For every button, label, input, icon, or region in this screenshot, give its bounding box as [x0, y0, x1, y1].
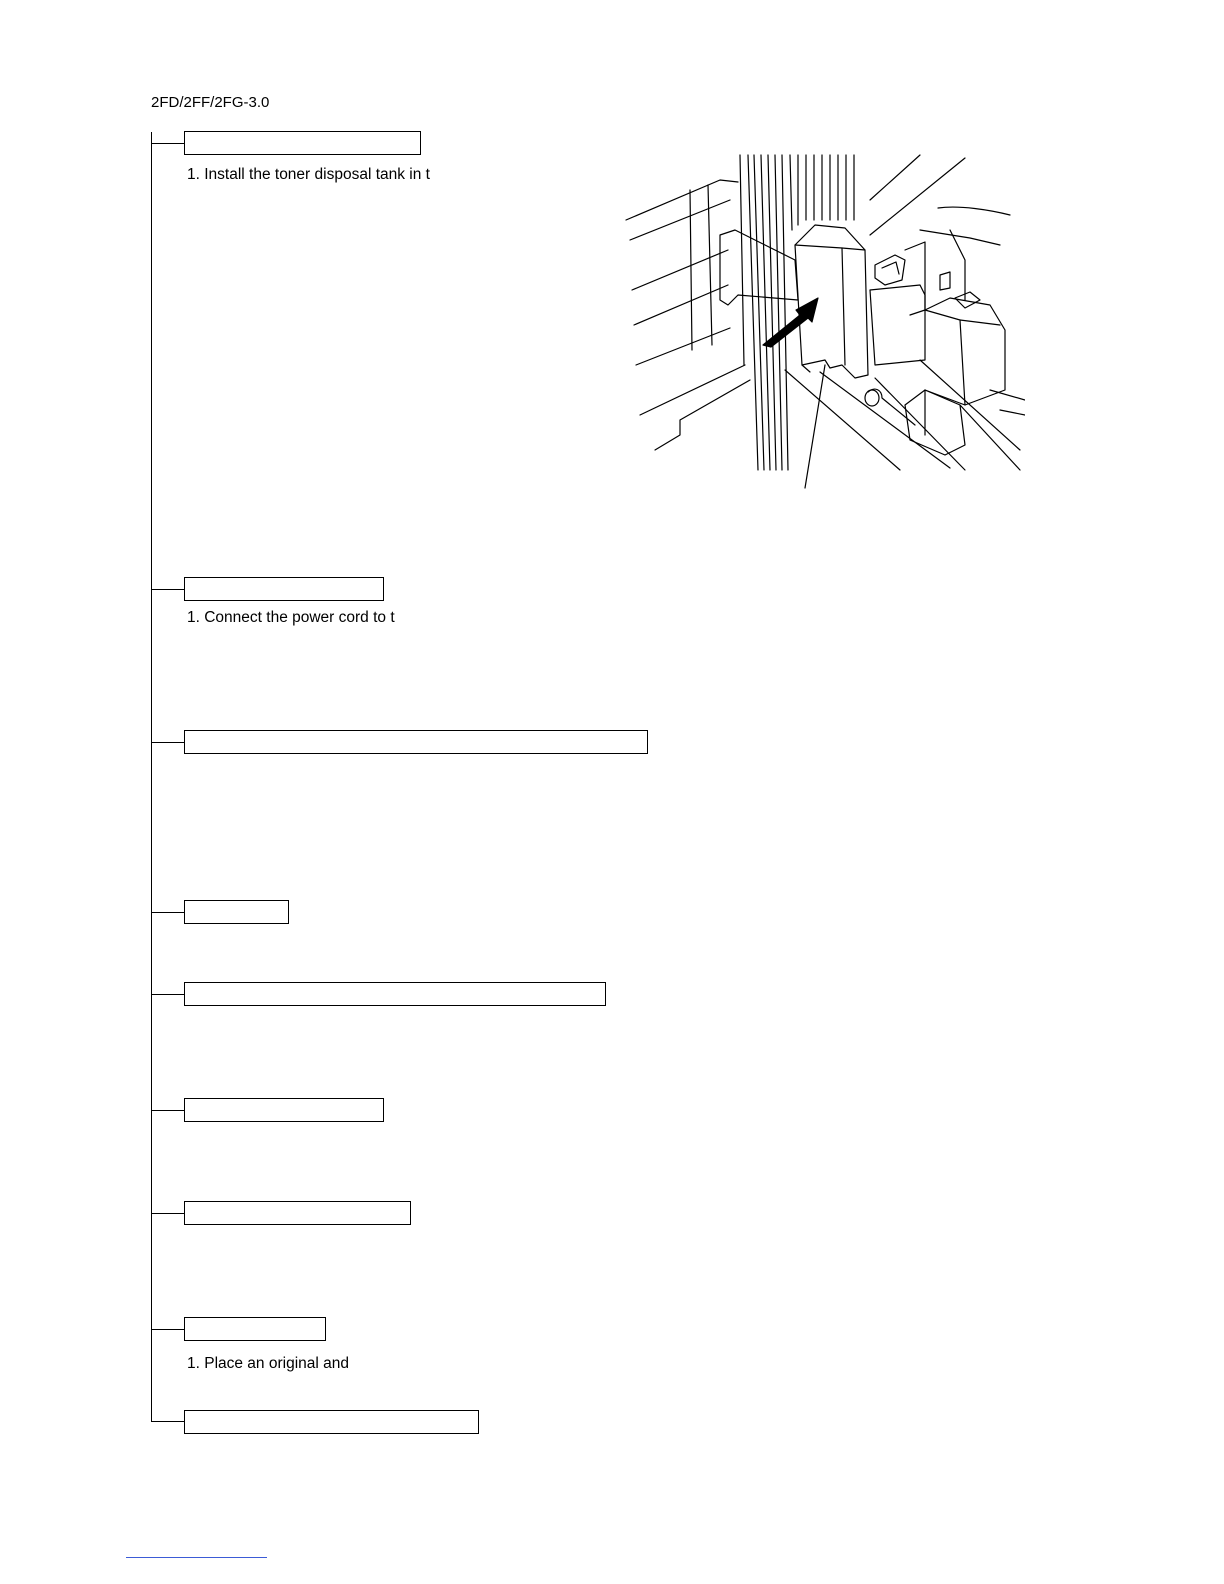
step-connector — [151, 1110, 184, 1111]
step-connector — [151, 994, 184, 995]
step-1-instruction: 1. Install the toner disposal tank in t — [187, 166, 430, 183]
step-heading-box — [184, 131, 421, 155]
step-heading-box — [184, 1410, 479, 1434]
step-connector — [151, 1329, 184, 1330]
step-connector — [151, 1213, 184, 1214]
step-2-instruction: 1. Connect the power cord to t — [187, 609, 395, 626]
step-heading-box — [184, 982, 606, 1006]
step-connector — [151, 742, 184, 743]
step-connector — [151, 1421, 184, 1422]
step-connector — [151, 589, 184, 590]
step-heading-box — [184, 900, 289, 924]
step-connector — [151, 912, 184, 913]
step-connector — [151, 143, 184, 144]
step-8-instruction: 1. Place an original and — [187, 1355, 350, 1372]
footer-link-underline[interactable] — [126, 1557, 267, 1558]
step-heading-box — [184, 1317, 326, 1341]
toner-disposal-tank-illustration — [620, 150, 1025, 495]
step-heading-box — [184, 577, 384, 601]
procedure-flow-line — [151, 132, 152, 1422]
step-heading-box — [184, 1201, 411, 1225]
step-heading-box — [184, 1098, 384, 1122]
step-heading-box — [184, 730, 648, 754]
document-header-id: 2FD/2FF/2FG-3.0 — [151, 94, 270, 111]
